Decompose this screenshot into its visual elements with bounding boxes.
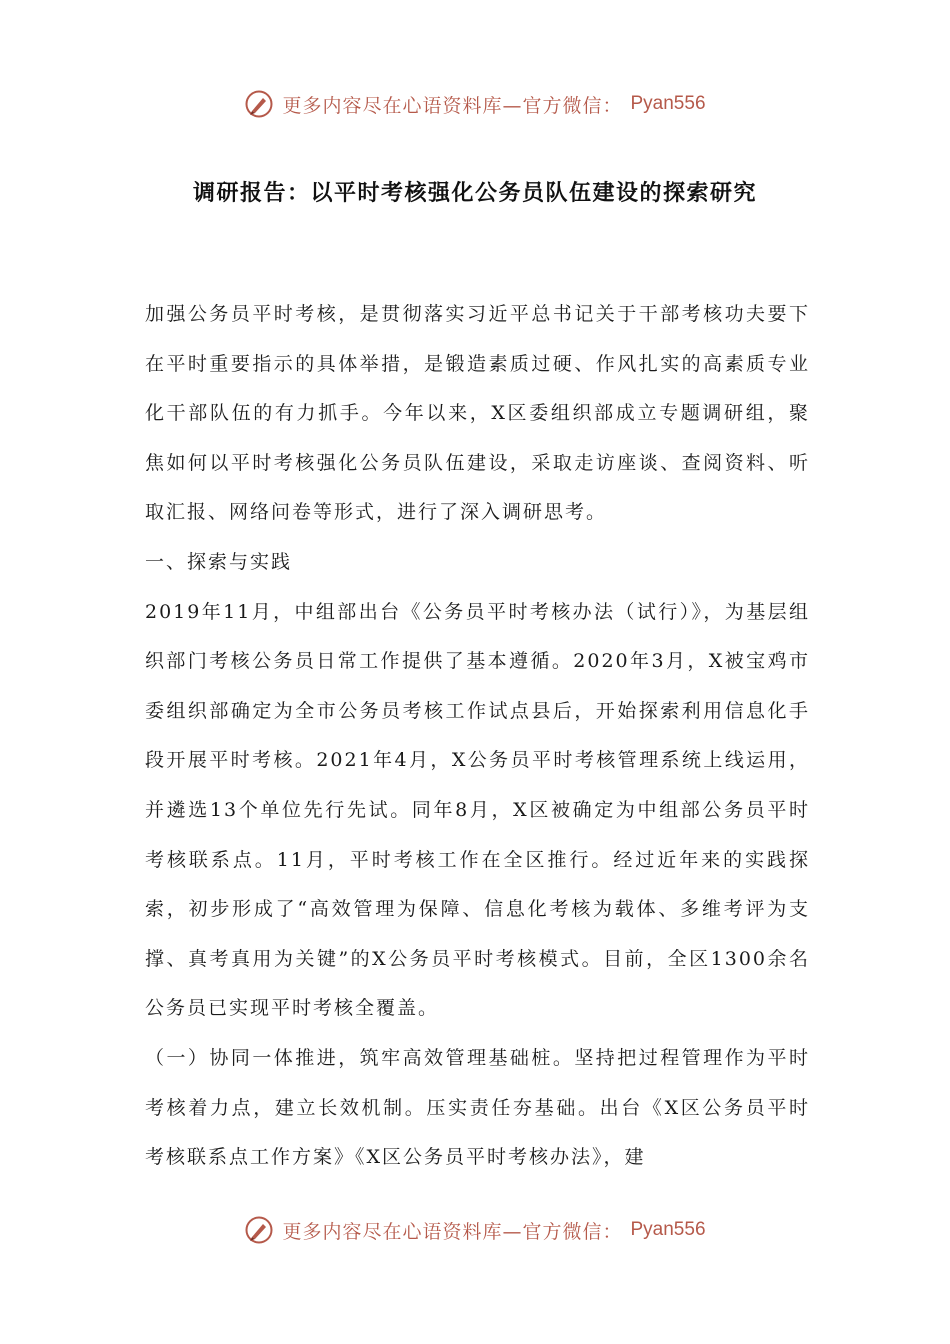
wechat-id: Pyan556 — [630, 93, 706, 114]
watermark-text: 更多内容尽在心语资料库—官方微信： — [282, 94, 623, 117]
intro-paragraph: 加强公务员平时考核，是贯彻落实习近平总书记关于干部考核功夫要下在平时重要指示的具体举措，是锻造素质过硬、作风扎实的高素质专业化干部队伍的有力抓手。今年以来，X区委组织部成立专题调研组，聚焦如何以平时考核强化公务员队伍建设，采取走访座谈、查阅资料、听取汇报、网络问卷等形式，进行了深入调研思考。 — [145, 303, 810, 524]
header-watermark — [0, 84, 950, 124]
pen-logo-icon — [244, 89, 274, 119]
wechat-id: Pyan556 — [630, 1219, 706, 1240]
section-heading: 一、探索与实践 — [145, 550, 293, 573]
practice-paragraph: 2019年11月，中组部出台《公务员平时考核办法（试行）》，为基层组织部门考核公务员日常工作提供了基本遵循。2020年3月，X被宝鸡市委组织部确定为全市公务员考核工作试点县后，开始探索利用信息化手段开展平时考核。2021年4月，X公务员平时考核管理系统上线运用，并遴选13个单位先行先试。同年8月，X区被确定为中组部公务员平时考核联系点。11月，平时考核工作在全区推行。经过近年来的实践探索，初步形成了“高效管理为保障、信息化考核为载体、多维考评为支撑、真考真用为关键”的X公务员平时考核模式。目前，全区1300余名公务员已实现平时考核全覆盖。 — [145, 600, 810, 1020]
subsection-paragraph: （一）协同一体推进，筑牢高效管理基础桩。坚持把过程管理作为平时考核着力点，建立长效机制。压实责任夯基础。出台《X区公务员平时考核联系点工作方案》《X区公务员平时考核办法》，建 — [145, 1046, 810, 1169]
document-title: 调研报告：以平时考核强化公务员队伍建设的探索研究 — [192, 181, 757, 206]
document-body — [145, 290, 810, 1183]
footer-watermark — [0, 1210, 950, 1250]
pen-logo-icon — [244, 1215, 274, 1245]
watermark-text: 更多内容尽在心语资料库—官方微信： — [282, 1220, 623, 1243]
